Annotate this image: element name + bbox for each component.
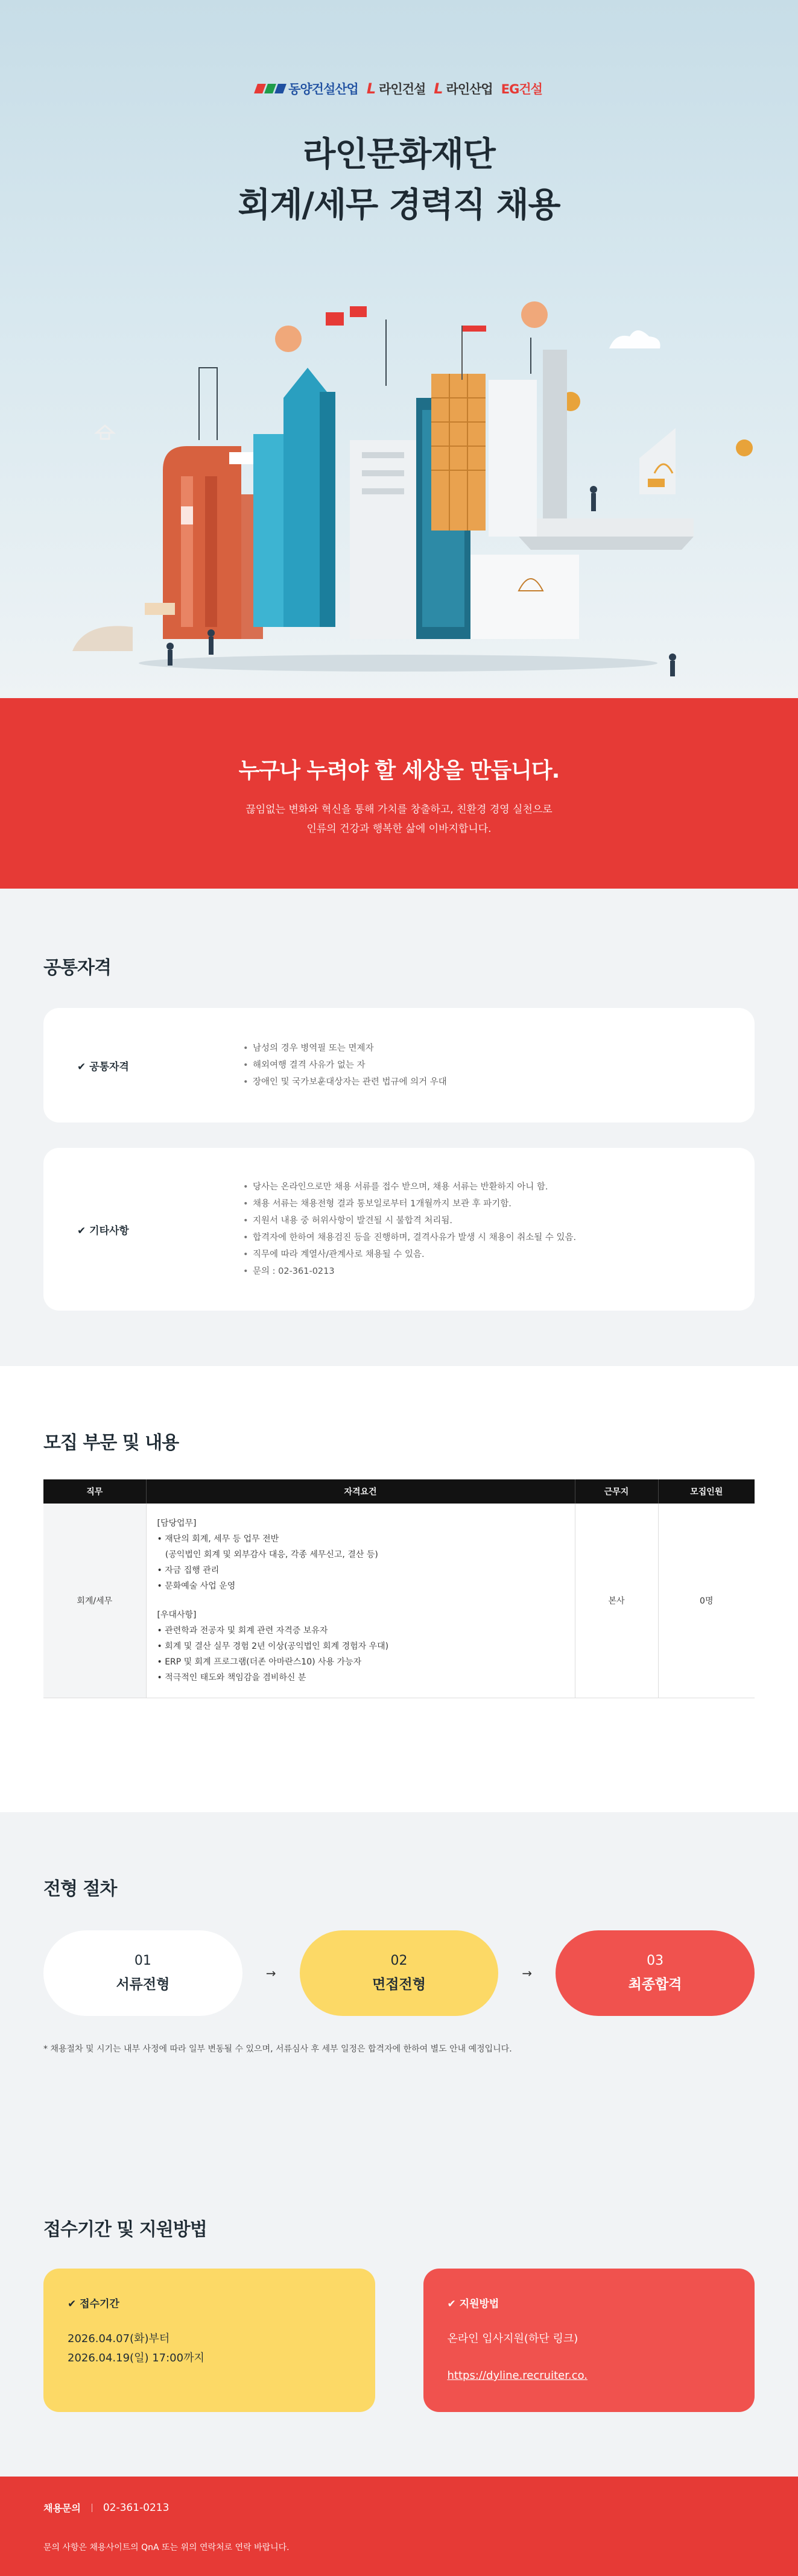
banner-headline: 누구나 누려야 할 세상을 만듭니다. bbox=[238, 758, 560, 783]
footer bbox=[0, 2477, 798, 2576]
footer-contact-label: 채용문의 bbox=[43, 2502, 81, 2514]
logo-line-construction-text: 라인건설 bbox=[379, 82, 426, 96]
mission-banner bbox=[0, 698, 798, 889]
application-period-card bbox=[43, 2269, 375, 2412]
dongyang-stripes-icon bbox=[254, 84, 287, 93]
list-item: • 회계 및 결산 실무 경험 2년 이상(공익법인 회계 경험자 우대) bbox=[157, 1642, 389, 1651]
process-title: 전형 절차 bbox=[43, 1878, 117, 1900]
apply-section bbox=[0, 2157, 798, 2477]
list-item: • 관련학과 전공자 및 회계 관련 자격증 보유자 bbox=[157, 1626, 328, 1636]
list-item: • 채용 서류는 채용전형 결과 통보일로부터 1개월까지 보관 후 파기함. bbox=[243, 1195, 576, 1212]
jobs-title: 모집 부문 및 내용 bbox=[43, 1432, 179, 1453]
list-item: • 장애인 및 국가보훈대상자는 관련 법규에 의거 우대 bbox=[243, 1074, 447, 1091]
qualification-list bbox=[243, 1179, 576, 1280]
line-l-icon: L bbox=[434, 80, 443, 97]
jobs-section bbox=[0, 1366, 798, 1812]
qualification-card-common bbox=[43, 1008, 755, 1123]
qualification-list bbox=[243, 1040, 447, 1091]
table-header: 근무지 bbox=[575, 1479, 658, 1504]
table-header-row bbox=[43, 1479, 755, 1504]
application-method-card bbox=[423, 2269, 755, 2412]
qualifications-title: 공통자격 bbox=[43, 957, 111, 978]
apply-title: 접수기간 및 지원방법 bbox=[43, 2219, 207, 2240]
logo-line-industry bbox=[434, 80, 492, 98]
application-period-start: 2026.04.07(화)부터 bbox=[68, 2332, 170, 2345]
logo-line-industry-text: 라인산업 bbox=[446, 82, 493, 96]
preferences-group bbox=[157, 1607, 564, 1686]
banner-subtext bbox=[0, 800, 798, 839]
step-number: 01 bbox=[134, 1953, 151, 1968]
process-section bbox=[0, 1812, 798, 2157]
logo-dongyang-text: 동양건설산업 bbox=[288, 82, 358, 96]
list-item: • 당사는 온라인으로만 채용 서류를 접수 받으며, 채용 서류는 반환하지 아니 함. bbox=[243, 1179, 576, 1195]
process-steps bbox=[43, 1930, 755, 2016]
list-item: • ERP 및 회계 프로그램(더존 아마란스10) 사용 가능자 bbox=[157, 1657, 362, 1667]
list-item: • 문화예술 사업 운영 bbox=[157, 1581, 236, 1591]
logo-line-construction bbox=[367, 80, 425, 98]
job-requirements-cell bbox=[146, 1504, 575, 1698]
list-item: • 적극적인 태도와 책임감을 겸비하신 분 bbox=[157, 1673, 306, 1683]
line-l-icon: L bbox=[366, 80, 376, 97]
list-item: • 직무에 따라 계열사/관계사로 채용될 수 있음. bbox=[243, 1246, 576, 1263]
step-interview bbox=[300, 1930, 499, 2016]
qualification-card-etc bbox=[43, 1148, 755, 1311]
job-headcount-cell: 0명 bbox=[658, 1504, 755, 1698]
qualification-card-label: ✔ 공통자격 bbox=[77, 1060, 129, 1073]
process-note: * 채용절차 및 시기는 내부 사정에 따라 일부 변동될 수 있으며, 서류심사 후 세부 일정은 합격자에 한하여 별도 안내 예정입니다. bbox=[43, 2044, 512, 2054]
step-name: 최종합격 bbox=[628, 1977, 682, 1992]
list-item: (공익법인 회계 및 외부감사 대응, 각종 세무신고, 결산 등) bbox=[157, 1550, 378, 1560]
apply-cards bbox=[43, 2269, 755, 2412]
page-title-line1: 라인문화재단 bbox=[303, 135, 495, 174]
table-header: 자격요건 bbox=[146, 1479, 575, 1504]
step-document-screening bbox=[43, 1930, 242, 2016]
arrow-right-icon: → bbox=[265, 1966, 276, 1980]
application-link[interactable]: https://dyline.recruiter.co. bbox=[447, 2369, 588, 2382]
footer-contact bbox=[43, 2501, 755, 2515]
list-item: • 자금 집행 관리 bbox=[157, 1566, 220, 1575]
application-method-label: ✔ 지원방법 bbox=[447, 2298, 499, 2310]
banner-subtext-line1: 끊임없는 변화와 혁신을 통해 가치를 창출하고, 친환경 경영 실천으로 bbox=[245, 804, 553, 816]
step-name: 서류전형 bbox=[116, 1977, 170, 1992]
hero-section bbox=[0, 0, 798, 698]
logo-eg bbox=[501, 80, 542, 98]
list-item: • 문의 : 02-361-0213 bbox=[243, 1263, 576, 1280]
banner-subtext-line2: 인류의 건강과 행복한 삶에 이바지합니다. bbox=[306, 823, 492, 835]
application-method-text: 온라인 입사지원(하단 링크) bbox=[447, 2332, 578, 2345]
step-number: 02 bbox=[390, 1953, 408, 1968]
list-item: • 합격자에 한하여 채용검진 등을 진행하며, 결격사유가 발생 시 채용이 취소될 수 있음. bbox=[243, 1229, 576, 1246]
table-header: 직무 bbox=[43, 1479, 146, 1504]
step-final-pass bbox=[556, 1930, 755, 2016]
qualifications-section bbox=[0, 889, 798, 1366]
step-number: 03 bbox=[647, 1953, 664, 1968]
application-period-label: ✔ 접수기간 bbox=[68, 2298, 119, 2310]
job-role-cell: 회계/세무 bbox=[43, 1504, 146, 1698]
table-header: 모집인원 bbox=[658, 1479, 755, 1504]
logo-dongyang bbox=[256, 80, 358, 98]
logo-eg-text: EG건설 bbox=[501, 82, 542, 96]
jobs-table bbox=[43, 1479, 755, 1698]
list-item: • 지원서 내용 중 허위사항이 발견될 시 불합격 처리됨. bbox=[243, 1212, 576, 1229]
application-period-end: 2026.04.19(일) 17:00까지 bbox=[68, 2352, 204, 2364]
list-item: • 재단의 회계, 세무 등 업무 전반 bbox=[157, 1534, 279, 1544]
step-name: 면접전형 bbox=[372, 1977, 426, 1992]
city-illustration bbox=[0, 241, 798, 698]
qualification-card-label: ✔ 기타사항 bbox=[77, 1224, 129, 1237]
footer-phone: 02-361-0213 bbox=[103, 2501, 169, 2514]
company-logos bbox=[0, 80, 798, 98]
duties-group bbox=[157, 1516, 564, 1594]
preferences-heading: [우대사항] bbox=[157, 1610, 197, 1620]
footer-note: 문의 사항은 채용사이트의 QnA 또는 위의 연락처로 연락 바랍니다. bbox=[43, 2543, 290, 2552]
arrow-right-icon: → bbox=[522, 1966, 533, 1980]
job-location-cell: 본사 bbox=[575, 1504, 658, 1698]
list-item: • 해외여행 결격 사유가 없는 자 bbox=[243, 1057, 447, 1074]
table-row bbox=[43, 1504, 755, 1698]
page-title-line2: 회계/세무 경력직 채용 bbox=[238, 186, 560, 225]
list-item: • 남성의 경우 병역필 또는 면제자 bbox=[243, 1040, 447, 1057]
duties-heading: [담당업무] bbox=[157, 1519, 197, 1528]
page-title bbox=[0, 130, 798, 231]
